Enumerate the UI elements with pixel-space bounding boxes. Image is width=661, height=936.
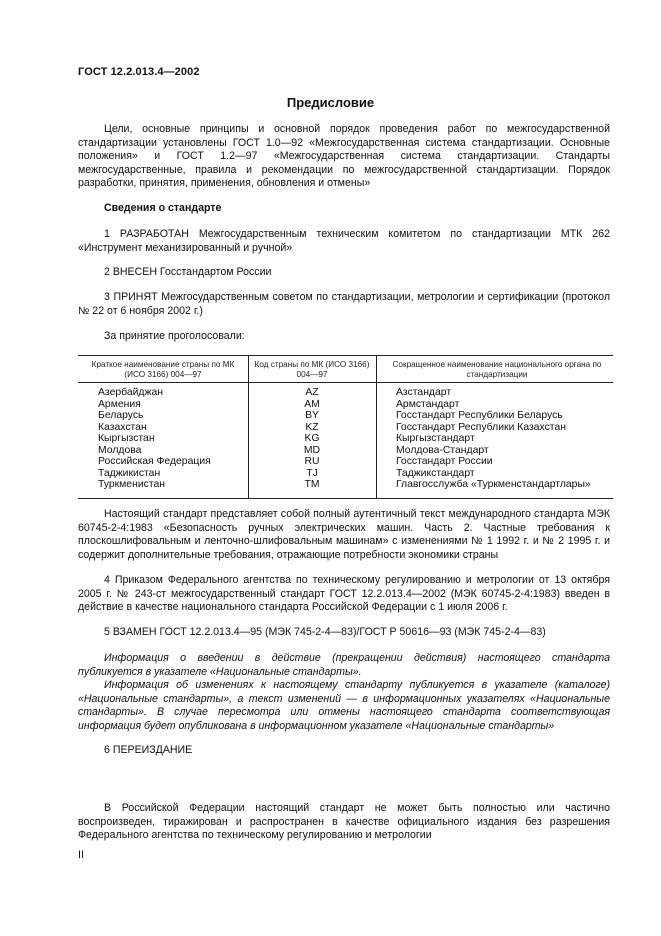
- intro-paragraph: Цели, основные принципы и основной порядок проведения работ по межгосударственной стандартизации установлены ГОСТ 1.0—92 «Межгосударственная система стандартизации. Основные положения» и ГОСТ 1.2—97 «Межгосударственная система стандартизации. Стандарты межгосударственные, правила и рекомендации по межгосударственной стандартизации. Порядок разработки, принятия, применения, обновления и отмены»: [78, 123, 610, 190]
- table-column-countries: [98, 387, 211, 491]
- info-changes-note: Информация об изменениях к настоящему стандарту публикуется в указателе (каталоге) «Национальные стандарты», а текст изменений — в информационных указателях «Национальные стандарты». В случае пересмотра или отмены настоящего стандарта соответствующая информация будет опубликована в информационном указателе «Национальные стандарты»: [78, 679, 610, 732]
- table-cell-code: AZ: [305, 387, 319, 398]
- table-cell-body: Главгосслужба «Туркменстандартлары»: [396, 479, 591, 490]
- table-header-code: Код страны по МК (ИСО 3166) 004—97: [254, 360, 370, 379]
- copyright-paragraph: В Российской Федерации настоящий стандарт не может быть полностью или частично воспроизведен, тиражирован и распространен в качестве официального издания без разрешения Федерального агентства по техническому регулированию и метрологии: [78, 802, 610, 842]
- table-cell-code: TM: [304, 479, 320, 490]
- item-3-adopted: 3 ПРИНЯТ Межгосударственным советом по стандартизации, метрологии и сертификации (протокол № 22 от 6 ноября 2002 г.): [78, 291, 610, 317]
- item-6-reissue: 6 ПЕРЕИЗДАНИЕ: [104, 744, 193, 756]
- table-cell-country: Молдова: [98, 444, 142, 456]
- table-cell-body: Молдова-Стандарт: [396, 444, 489, 456]
- voted-caption: За принятие проголосовали:: [104, 330, 245, 342]
- section-heading: Сведения о стандарте: [104, 202, 222, 214]
- table-cell-code: KG: [304, 433, 320, 444]
- table-cell-body: Госстандарт Республики Беларусь: [396, 410, 563, 421]
- document-code: ГОСТ 12.2.013.4—2002: [78, 66, 200, 78]
- table-cell-country: Таджикистан: [98, 467, 161, 479]
- info-introduction-note: Информация о введении в действие (прекращении действия) настоящего стандарта публикуется в указателе «Национальные стандарты».: [78, 652, 610, 678]
- table-cell-country: Армения: [98, 398, 141, 410]
- table-header-country: Краткое наименование страны по МК (ИСО 3166) 004—97: [91, 360, 235, 379]
- table-cell-country: Беларусь: [98, 410, 144, 421]
- item-1-developed: 1 РАЗРАБОТАН Межгосударственным техническим комитетом по стандартизации МТК 262 «Инструмент механизированный и ручной»: [78, 228, 610, 254]
- page-title: Предисловие: [286, 95, 375, 110]
- table-cell-country: Российская Федерация: [98, 456, 211, 467]
- item-5-replaces: 5 ВЗАМЕН ГОСТ 12.2.013.4—95 (МЭК 745-2-4—83)/ГОСТ Р 50616—93 (МЭК 745-2-4—83): [104, 626, 546, 638]
- page-number: II: [78, 849, 85, 861]
- table-cell-body: Азстандарт: [396, 387, 452, 398]
- table-cell-code: RU: [304, 456, 320, 467]
- table-column-codes: [254, 387, 370, 491]
- item-2-introduced: 2 ВНЕСЕН Госстандартом России: [104, 266, 272, 278]
- table-header-body: Сокращенное наименование национального органа по стандартизации: [392, 360, 602, 379]
- voting-table: [78, 355, 613, 499]
- table-cell-country: Кыргызстан: [98, 433, 155, 444]
- table-cell-code: AM: [304, 398, 320, 410]
- table-cell-code: KZ: [305, 421, 319, 433]
- table-column-bodies: [396, 387, 591, 491]
- authentic-text-paragraph: Настоящий стандарт представляет собой полный аутентичный текст международного стандарта МЭК 60745-2-4:1983 «Безопасность ручных электрических машин. Часть 2. Частные требования к плоскошлифовальным и ленточно-шлифовальным машинам» с изменениями № 1 1992 г. и № 2 1995 г. и содержит дополнительные требования, отражающие потребности экономики страны: [78, 508, 610, 561]
- table-cell-country: Казахстан: [98, 421, 147, 433]
- table-cell-country: Туркменистан: [98, 479, 165, 490]
- item-4-order: 4 Приказом Федерального агентства по техническому регулированию и метрологии от 13 октября 2005 г. № 243-ст межгосударственный стандарт ГОСТ 12.2.013.4—2002 (МЭК 60745-2-4:1983) введен в действие в качестве национального стандарта Российской Федерации с 1 июля 2006 г.: [78, 574, 610, 614]
- table-cell-code: MD: [303, 444, 321, 456]
- table-cell-body: Кыргызстандарт: [396, 433, 475, 444]
- table-cell-body: Армстандарт: [396, 398, 460, 410]
- table-cell-body: Таджикстандарт: [396, 467, 475, 479]
- table-cell-body: Госстандарт России: [396, 456, 493, 467]
- table-cell-country: Азербайджан: [98, 387, 163, 398]
- table-cell-code: TJ: [306, 467, 318, 479]
- table-cell-body: Госстандарт Республики Казахстан: [396, 421, 566, 433]
- table-cell-code: BY: [305, 410, 319, 421]
